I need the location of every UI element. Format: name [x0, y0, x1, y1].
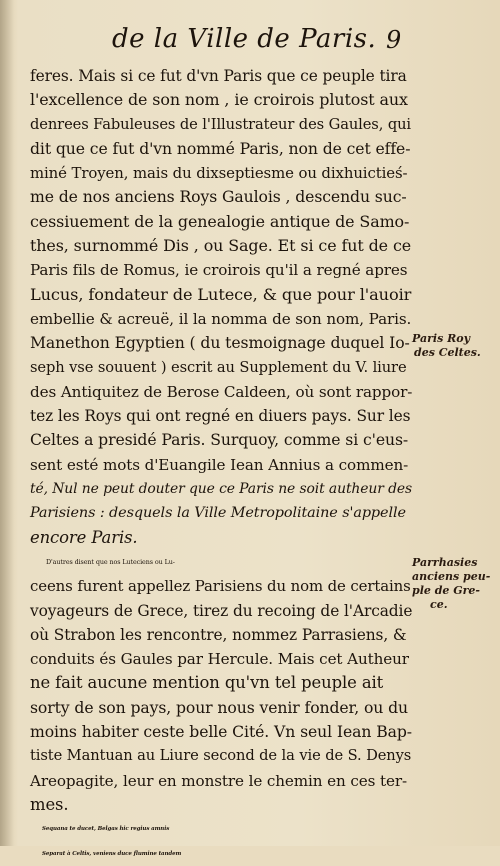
- margin-note-paris-roy: [412, 332, 496, 360]
- text-line: des Antiquitez de Berose Caldeen, où sont rappor-: [30, 382, 413, 401]
- margin-note-line: Parrhasies: [412, 556, 478, 569]
- verse-line: Separat à Celtis, veniens duce flumine tandem: [42, 850, 182, 857]
- running-title: de la Ville de Paris.: [112, 24, 377, 54]
- text-line: Areopagite, leur en monstre le chemin en ces ter-: [30, 771, 408, 790]
- text-line: tiste Mantuan au Liure second de la vie de S. Denys: [30, 747, 412, 765]
- text-line: l'excellence de son nom , ie croirois plutost aux: [30, 90, 408, 110]
- text-line: Lucus, fondateur de Lutece, & que pour l'auoir: [30, 284, 412, 304]
- margin-note-line: ce.: [430, 598, 448, 611]
- text-line: feres. Mais si ce fut d'vn Paris que ce peuple tira: [30, 67, 407, 85]
- text-line: sorty de son pays, pour nous venir fonder, ou du: [30, 697, 409, 717]
- text-line: miné Troyen, mais du dixseptiesme ou dixhuictieś-: [30, 164, 408, 183]
- text-line-italic: Parisiens : desquels la Ville Metropolitaine s'appelle: [30, 505, 406, 522]
- margin-note-line: anciens peu-: [412, 570, 491, 583]
- margin-note-line: ple de Gre-: [412, 584, 480, 597]
- text-line: cessiuement de la genealogie antique de Samo-: [30, 211, 410, 231]
- text-line: ceens furent appellez Parisiens du nom de certains: [30, 577, 411, 596]
- body-text: [30, 64, 413, 866]
- text-line: embellie & acreuë, il la nomma de son nom, Paris.: [30, 309, 412, 328]
- text-line: voyageurs de Grece, tirez du recoing de l'Arcadie: [30, 601, 413, 620]
- text-line: sent esté mots d'Euangile Iean Annius a commen-: [30, 455, 409, 474]
- text-line: moins habiter ceste belle Cité. Vn seul Iean Bap-: [30, 722, 412, 742]
- text-line: seph vse souuent ) escrit au Supplement du V. liure: [30, 358, 407, 376]
- text-line: mes.: [30, 794, 69, 814]
- margin-note-parrhasies: [412, 556, 496, 612]
- text-line: me de nos anciens Roys Gaulois , descendu suc-: [30, 187, 407, 207]
- text-line: dit que ce fut d'vn nommé Paris, non de cet effe-: [30, 138, 411, 158]
- text-line: Celtes a presidé Paris. Surquoy, comme si c'eus-: [30, 430, 409, 450]
- text-line-italic: té, Nul ne peut douter que ce Paris ne soit autheur des: [30, 481, 413, 498]
- text-line: thes, surnommé Dis , ou Sage. Et si ce fut de ce: [30, 236, 412, 256]
- text-line-italic: encore Paris.: [30, 527, 138, 547]
- text-line: denrees Fabuleuses de l'Illustrateur des Gaules, qui: [30, 115, 412, 133]
- margin-note-line: des Celtes.: [414, 346, 481, 359]
- text-line: Manethon Egyptien ( du tesmoignage duquel Io-: [30, 333, 410, 353]
- gutter-shadow: [0, 0, 14, 846]
- margin-note-line: Paris Roy: [412, 332, 470, 345]
- page-header: [0, 24, 500, 58]
- text-line: ne fait aucune mention qu'vn tel peuple ait: [30, 673, 384, 693]
- text-line: Paris fils de Romus, ie croirois qu'il a regné apres: [30, 261, 408, 280]
- text-line: conduits és Gaules par Hercule. Mais cet Autheur: [30, 650, 409, 669]
- paragraph-start-line: D'autres disent que nos Luteciens ou Lu-: [46, 557, 175, 566]
- text-line: où Strabon les rencontre, nommez Parrasiens, &: [30, 625, 407, 644]
- page-number: 9: [386, 26, 402, 54]
- verse-line: Sequana te ducet, Belgas hic regius amnis: [42, 826, 170, 833]
- text-line: tez les Roys qui ont regné en diuers pays. Sur les: [30, 407, 411, 426]
